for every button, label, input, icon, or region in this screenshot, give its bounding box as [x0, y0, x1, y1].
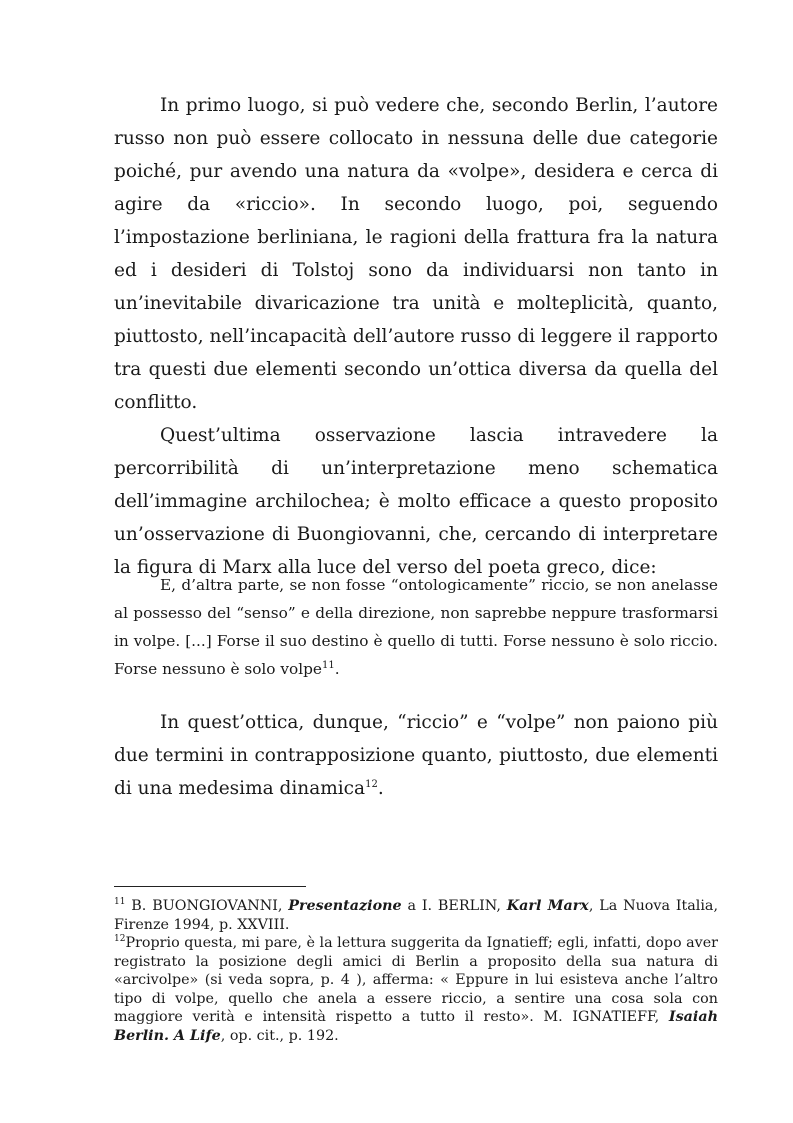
- footnote-11-text-1: B. BUONGIOVANNI,: [125, 898, 289, 914]
- quote-text: E, d’altra parte, se non fosse “ontologicamente” riccio, se non anelasse al possesso del “senso” e della direzione, non saprebbe neppure trasformarsi in volpe. [...] Forse il suo destino è quello di tutti. Forse nessuno è solo riccio. Forse nessuno è solo volpe: [114, 576, 718, 678]
- block-quote: [114, 571, 718, 683]
- footnote-11: [114, 897, 718, 934]
- footnote-ref-11[interactable]: 11: [321, 659, 335, 671]
- footnote-11-text-3: , La Nuova Italia, Firenze 1994, p. XXVIII.: [114, 898, 718, 933]
- footnote-12: [114, 934, 718, 1045]
- paragraph-2: Quest’ultima osservazione lascia intravedere la percorribilità di un’interpretazione meno schematica dell’immagine archilochea; è molto efficace a questo proposito un’osservazione di Buongiovanni, che, cercando di interpretare la figura di Marx alla luce del verso del poeta greco, dice:: [114, 425, 718, 578]
- paragraph-1: In primo luogo, si può vedere che, secondo Berlin, l’autore russo non può essere collocato in nessuna delle due categorie poiché, pur avendo una natura da «volpe», desidera e cerca di agire da «riccio». In secondo luogo, poi, seguendo l’impostazione berliniana, le ragioni della frattura fra la natura ed i desideri di Tolstoj sono da individuarsi non tanto in un’inevitabile divaricazione tra unità e molteplicità, quanto, piuttosto, nell’incapacità dell’autore russo di leggere il rapporto tra questi due elementi secondo un’ottica diversa da quella del conflitto.: [114, 95, 718, 413]
- footnote-11-title-karl-marx: Karl Marx: [506, 898, 589, 914]
- body-text-continued: [114, 706, 718, 805]
- paragraph-3-text: In quest’ottica, dunque, “riccio” e “volpe” non paiono più due termini in contrapposizione quanto, piuttosto, due elementi di una medesima dinamica: [114, 712, 718, 799]
- paragraph-3: [114, 706, 718, 805]
- footnote-12-text-1: Proprio questa, mi pare, è la lettura suggerita da Ignatieff; egli, infatti, dopo aver registrato la posizione degli amici di Berlin a proposito della sua natura di «arcivolpe» (si veda sopra, p. 4 ), afferma: « Eppure in lui esisteva anche l’altro tipo di volpe, quello che anela a essere riccio, a sentire una cosa sola con maggiore verità e intensità rispetto a tutto il resto». M. IGNATIEFF,: [114, 935, 718, 1025]
- footnotes: [114, 897, 718, 1045]
- footnote-12-text-2: , op. cit., p. 192.: [220, 1027, 339, 1044]
- footnote-12-number: 12: [114, 934, 126, 945]
- body-text: [114, 89, 718, 584]
- paragraph-3-end: .: [377, 778, 384, 799]
- footnote-ref-12[interactable]: 12: [365, 778, 378, 790]
- footnote-11-text-2: a I. BERLIN,: [401, 898, 507, 914]
- footnote-11-title-presentazione: Presentazione: [288, 898, 402, 914]
- footnote-11-number: 11: [114, 897, 126, 908]
- quote-end: .: [334, 660, 340, 678]
- footnote-separator: [114, 886, 306, 887]
- footnote-12-title-isaiah-berlin: Isaiah Berlin. A Life: [114, 1009, 718, 1044]
